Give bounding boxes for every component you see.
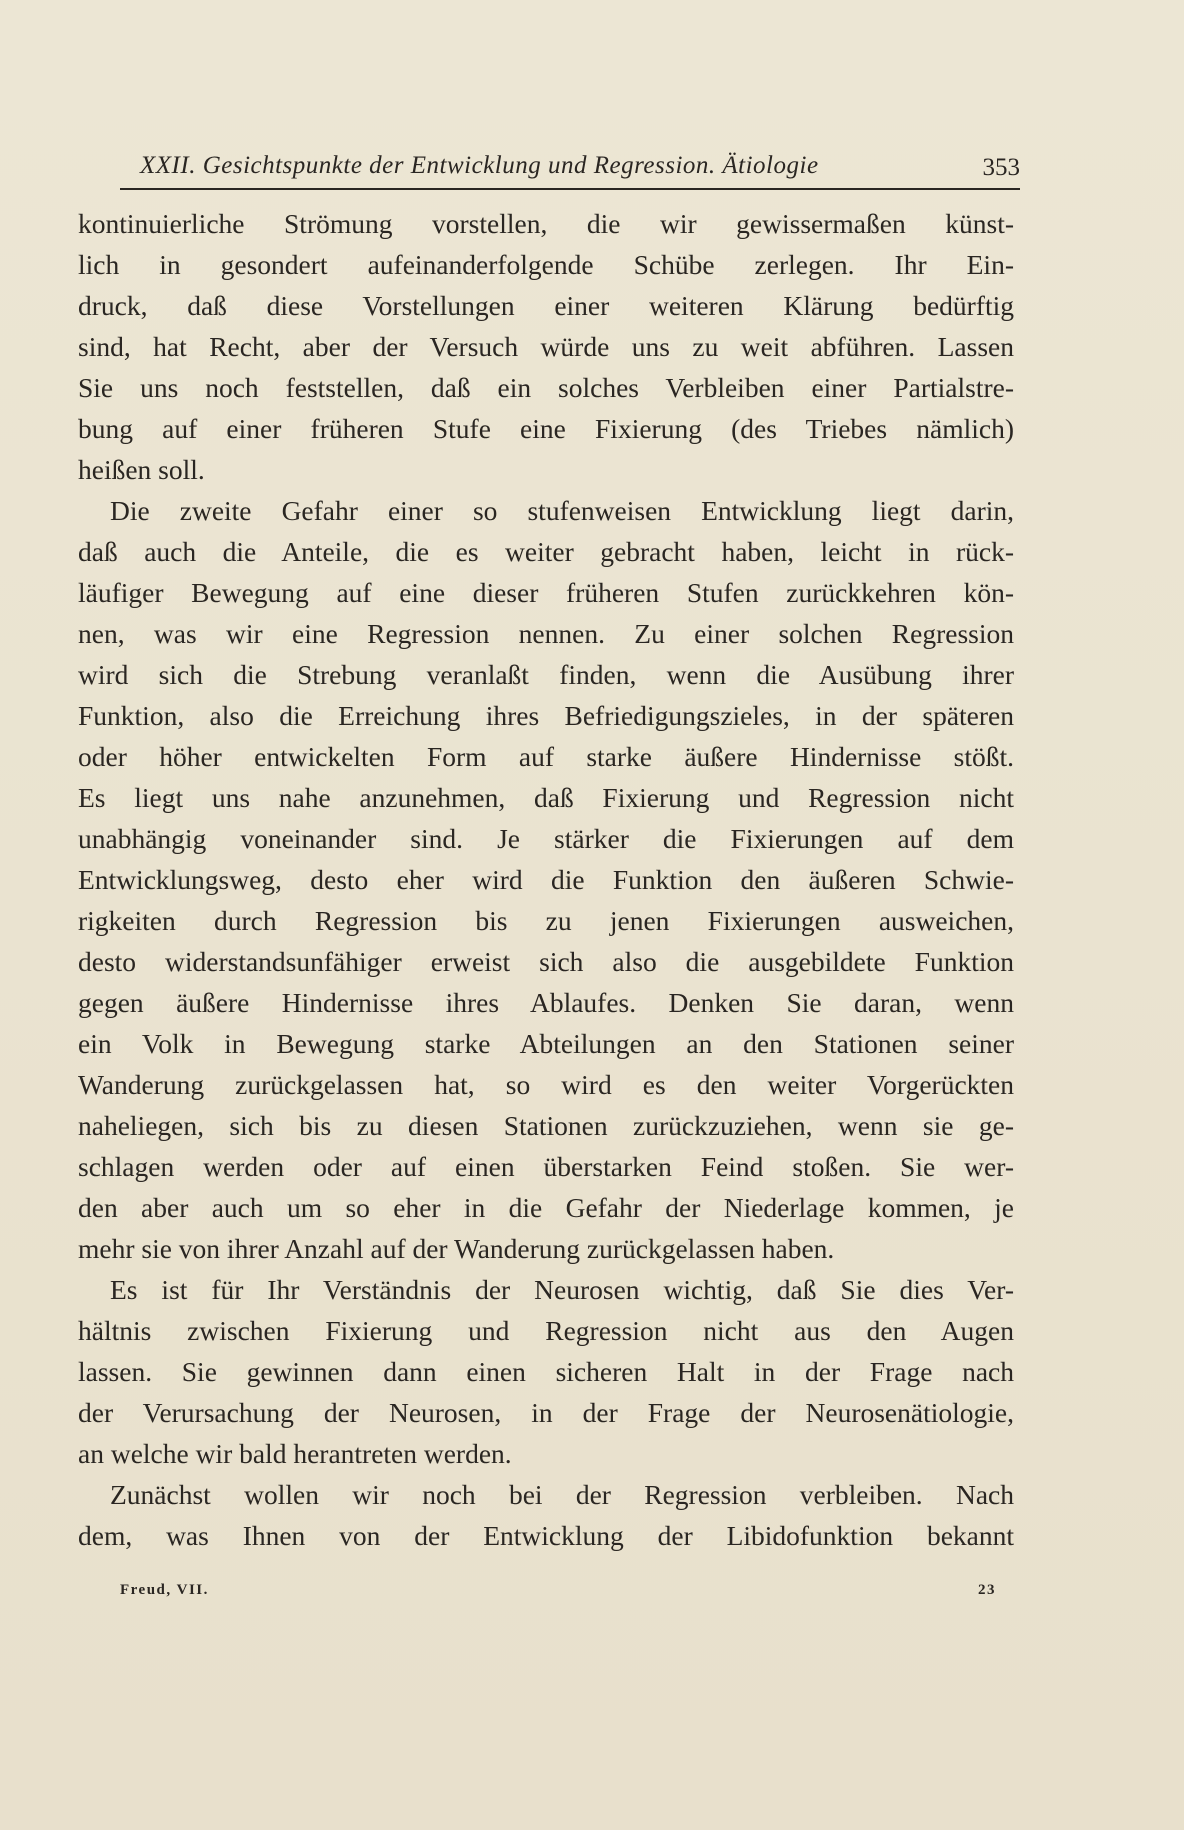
text-line: lich in gesondert aufeinanderfolgende Schübe zerlegen. Ihr Ein-	[78, 249, 1014, 280]
text-line: naheliegen, sich bis zu diesen Stationen zurückzuziehen, wenn sie ge-	[78, 1110, 1014, 1141]
text-line: lassen. Sie gewinnen dann einen sicheren Halt in der Frage nach	[78, 1356, 1014, 1387]
text-line: hältnis zwischen Fixierung und Regression nicht aus den Augen	[78, 1315, 1014, 1346]
text-line: Die zweite Gefahr einer so stufenweisen Entwicklung liegt darin,	[110, 495, 1014, 526]
text-line: Zunächst wollen wir noch bei der Regression verbleiben. Nach	[110, 1479, 1014, 1510]
text-line: sind, hat Recht, aber der Versuch würde uns zu weit abführen. Lassen	[78, 331, 1014, 362]
text-line: oder höher entwickelten Form auf starke äußere Hindernisse stößt.	[78, 741, 1014, 772]
text-line: den aber auch um so eher in die Gefahr der Niederlage kommen, je	[78, 1192, 1014, 1223]
footer-sheet-number: 23	[978, 1582, 996, 1598]
text-line: desto widerstandsunfähiger erweist sich also die ausgebildete Funktion	[78, 946, 1014, 977]
text-line: der Verursachung der Neurosen, in der Frage der Neurosenätiologie,	[78, 1397, 1014, 1428]
footer-signature: Freud, VII.	[120, 1582, 209, 1598]
header-title: XXII. Gesichtspunkte der Entwicklung und Regression. Ätiologie	[140, 152, 819, 179]
text-line: mehr sie von ihrer Anzahl auf der Wanderung zurückgelassen haben.	[78, 1233, 835, 1264]
text-line: bung auf einer früheren Stufe eine Fixierung (des Triebes nämlich)	[78, 413, 1014, 444]
text-line: heißen soll.	[78, 454, 205, 485]
text-line: nen, was wir eine Regression nennen. Zu einer solchen Regression	[78, 618, 1014, 649]
text-line: läufiger Bewegung auf eine dieser früheren Stufen zurückkehren kön-	[78, 577, 1014, 608]
page-footer	[120, 1582, 1020, 1606]
text-line: daß auch die Anteile, die es weiter gebracht haben, leicht in rück-	[78, 536, 1014, 567]
text-line: Sie uns noch feststellen, daß ein solches Verbleiben einer Partialstre-	[78, 372, 1014, 403]
text-line: rigkeiten durch Regression bis zu jenen Fixierungen ausweichen,	[78, 905, 1014, 936]
text-line: schlagen werden oder auf einen überstarken Feind stoßen. Sie wer-	[78, 1151, 1014, 1182]
text-line: Es liegt uns nahe anzunehmen, daß Fixierung und Regression nicht	[78, 782, 1014, 813]
text-line: Wanderung zurückgelassen hat, so wird es den weiter Vorgerückten	[78, 1069, 1014, 1100]
text-line: druck, daß diese Vorstellungen einer weiteren Klärung bedürftig	[78, 290, 1014, 321]
text-line: unabhängig voneinander sind. Je stärker die Fixierungen auf dem	[78, 823, 1014, 854]
text-line: wird sich die Strebung veranlaßt finden, wenn die Ausübung ihrer	[78, 659, 1014, 690]
text-line: Es ist für Ihr Verständnis der Neurosen wichtig, daß Sie dies Ver-	[110, 1274, 1014, 1305]
text-line: Entwicklungsweg, desto eher wird die Funktion den äußeren Schwie-	[78, 864, 1014, 895]
text-line: Funktion, also die Erreichung ihres Befriedigungszieles, in der späteren	[78, 700, 1014, 731]
body-text	[78, 203, 1014, 1556]
running-header	[120, 152, 1020, 190]
text-line: an welche wir bald herantreten werden.	[78, 1438, 512, 1469]
text-line: kontinuierliche Strömung vorstellen, die wir gewissermaßen künst-	[78, 208, 1014, 239]
text-line: gegen äußere Hindernisse ihres Ablaufes. Denken Sie daran, wenn	[78, 987, 1014, 1018]
page-number: 353	[982, 154, 1020, 181]
text-line: ein Volk in Bewegung starke Abteilungen an den Stationen seiner	[78, 1028, 1014, 1059]
text-line: dem, was Ihnen von der Entwicklung der Libidofunktion bekannt	[78, 1520, 1014, 1551]
